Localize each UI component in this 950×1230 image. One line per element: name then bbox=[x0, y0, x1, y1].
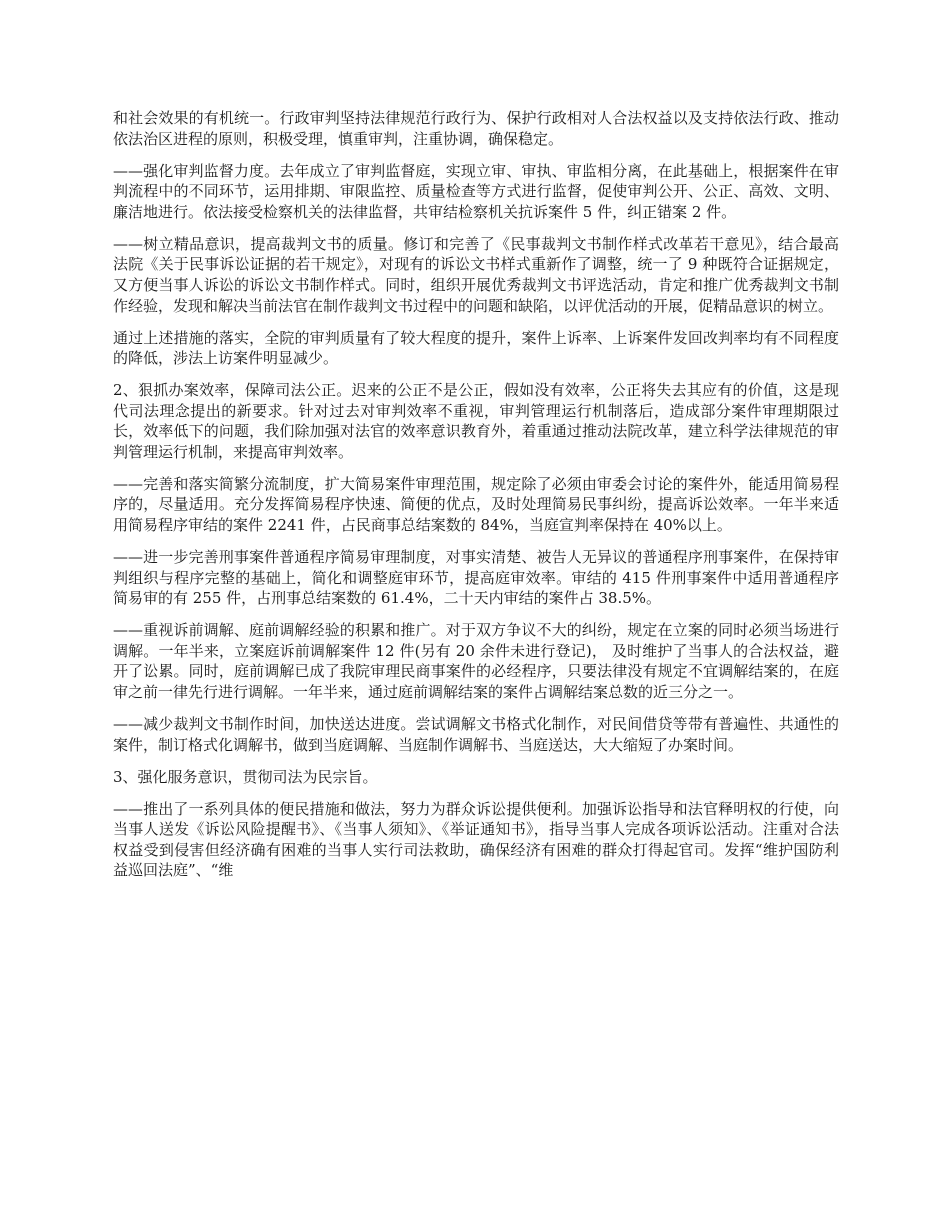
paragraph-9: ——减少裁判文书制作时间，加快送达进度。尝试调解文书格式化制作，对民间借贷等带有普遍性、共通性的案件，制订格式化调解书，做到当庭调解、当庭制作调解书、当庭送达，大大缩短了办案时间。 bbox=[113, 714, 839, 754]
paragraph-6: ——完善和落实简繁分流制度，扩大简易案件审理范围，规定除了必须由审委会讨论的案件外，能适用简易程序的，尽量适用。充分发挥简易程序快速、简便的优点，及时处理简易民事纠纷，提高诉讼效率。一年半来适用简易程序审结的案件 2241 件，占民商事总结案数的 84%，当庭宣判率保持在 40%以上。 bbox=[113, 474, 839, 535]
paragraph-10: 3、强化服务意识，贯彻司法为民宗旨。 bbox=[113, 767, 378, 786]
paragraph-7: ——进一步完善刑事案件普通程序简易审理制度，对事实清楚、被告人无异议的普通程序刑事案件，在保持审判组织与程序完整的基础上，简化和调整庭审环节，提高庭审效率。审结的 415 件刑事案件中适用普通程序简易审的有 255 件，占刑事总结案数的 61.4%，二十天内审结的案件占 38.5%。 bbox=[113, 548, 839, 608]
paragraph-8: ——重视诉前调解、庭前调解经验的积累和推广。对于双方争议不大的纠纷，规定在立案的同时必须当场进行调解。一年半来，立案庭诉前调解案件 12 件(另有 20 余件未进行登记)， 及时维护了当事人的合法权益，避开了讼累。同时，庭前调解已成了我院审理民商事案件的必经程序，只要法律没有规定不宜调解结案的，在庭审之前一律先行进行调解。一年半来，通过庭前调解结案的案件占调解结案总数的近三分之一。 bbox=[113, 621, 839, 701]
paragraph-4: 通过上述措施的落实，全院的审判质量有了较大程度的提升，案件上诉率、上诉案件发回改判率均有不同程度的降低，涉法上访案件明显减少。 bbox=[113, 328, 839, 368]
paragraph-11: ——推出了一系列具体的便民措施和做法，努力为群众诉讼提供便利。加强诉讼指导和法官释明权的行使，向当事人送发《诉讼风险提醒书》、《当事人须知》、《举证通知书》，指导当事人完成各项诉讼活动。注重对合法权益受到侵害但经济确有困难的当事人实行司法救助，确保经济有困难的群众打得起官司。发挥“维护国防利益巡回法庭”、“维 bbox=[113, 799, 839, 880]
paragraph-2: ——强化审判监督力度。去年成立了审判监督庭，实现立审、审执、审监相分离，在此基础上，根据案件在审判流程中的不同环节，运用排期、审限监控、质量检查等方式进行监督，促使审判公开、公正、高效、文明、廉洁地进行。依法接受检察机关的法律监督，共审结检察机关抗诉案件 5 件，纠正错案 2 件。 bbox=[113, 161, 839, 221]
document-page bbox=[113, 108, 839, 892]
paragraph-1: 和社会效果的有机统一。行政审判坚持法律规范行政行为、保护行政相对人合法权益以及支持依法行政、推动依法治区进程的原则，积极受理，慎重审判，注重协调，确保稳定。 bbox=[113, 109, 839, 148]
paragraph-3: ——树立精品意识，提高裁判文书的质量。修订和完善了《民事裁判文书制作样式改革若干意见》，结合最高法院《关于民事诉讼证据的若干规定》，对现有的诉讼文书样式重新作了调整，统一了 9 种既符合证据规定，又方便当事人诉讼的诉讼文书制作样式。同时，组织开展优秀裁判文书评选活动，肯定和推广优秀裁判文书制作经验，发现和解决当前法官在制作裁判文书过程中的问题和缺陷，以评优活动的开展，促精品意识的树立。 bbox=[113, 234, 839, 315]
paragraph-5: 2、狠抓办案效率，保障司法公正。迟来的公正不是公正，假如没有效率，公正将失去其应有的价值，这是现代司法理念提出的新要求。针对过去对审判效率不重视，审判管理运行机制落后，造成部分案件审理期限过长，效率低下的问题，我们除加强对法官的效率意识教育外，着重通过推动法院改革，建立科学法律规范的审判管理运行机制，来提高审判效率。 bbox=[113, 381, 839, 461]
